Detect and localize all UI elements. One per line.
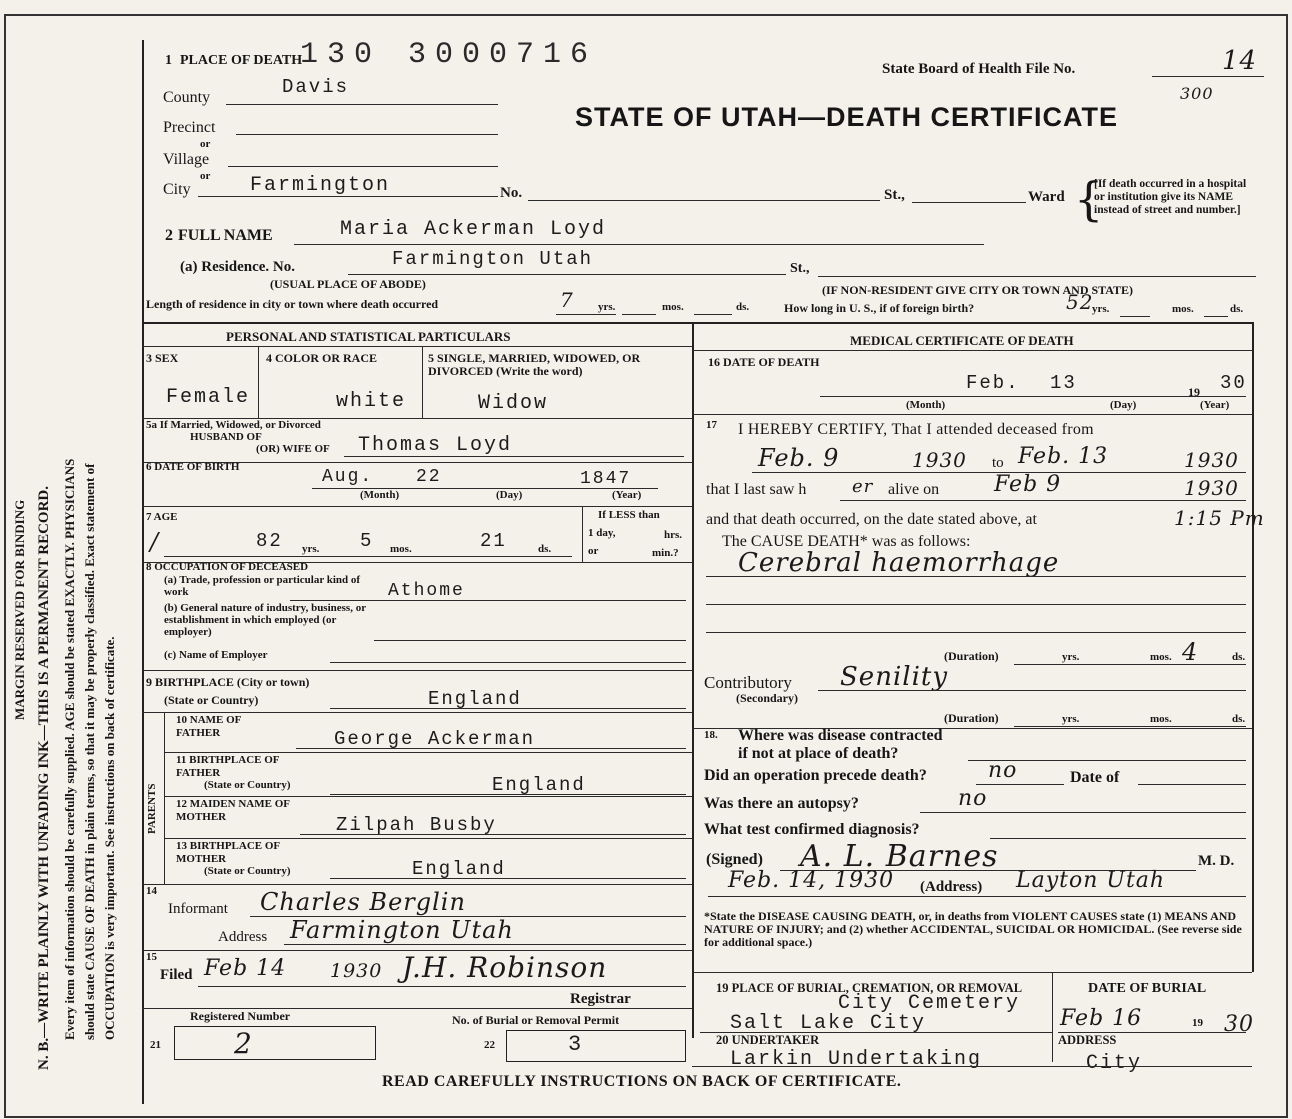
- death-day: 13: [1050, 372, 1077, 394]
- margin-binding-note: MARGIN RESERVED FOR BINDING: [12, 499, 27, 720]
- contributory-cause: Senility: [840, 662, 949, 692]
- undertaker-address-label: ADDRESS: [1058, 1033, 1117, 1047]
- death-year: 30: [1220, 372, 1247, 394]
- marital-label: 5 SINGLE, MARRIED, WIDOWED, OR DIVORCED (Write the word): [428, 351, 641, 378]
- spouse-label-1: 5a If Married, Widowed, or Divorced: [146, 419, 321, 431]
- q18-num: 18.: [704, 729, 718, 741]
- father-row-rule: [164, 752, 692, 753]
- informant-signature: Charles Berglin: [260, 888, 466, 916]
- file-number-label: State Board of Health File No.: [882, 61, 1076, 77]
- file-number-line: [1152, 76, 1264, 77]
- informant-label: Informant: [168, 901, 228, 917]
- filed-year: 1930: [330, 960, 383, 982]
- place-label: PLACE OF DEATH: [180, 53, 303, 68]
- test-question: What test confirmed diagnosis?: [704, 821, 920, 838]
- less-one-day-label: 1 day,: [588, 527, 616, 539]
- death-time: 1:15 Pm: [1174, 506, 1265, 530]
- place-num: 1: [165, 53, 172, 68]
- name-num: 2: [165, 227, 173, 244]
- last-saw-pronoun: er: [852, 476, 874, 497]
- village-line: [228, 166, 498, 167]
- death-date-line: [820, 396, 1246, 397]
- less-or-label: or: [588, 545, 599, 557]
- cause-footnote: *State the DISEASE CAUSING DEATH, or, in deaths from VIOLENT CAUSES state (1) MEANS AND NATURE OF INJURY; and (2) whether ACCIDENTAL, SUICIDAL OR HOMICIDAL. (See reverse side for additional space.): [704, 909, 1242, 949]
- or-1: or: [200, 138, 211, 150]
- birthplace-sub-label: (State or Country): [164, 693, 259, 707]
- burial-permit-label: No. of Burial or Removal Permit: [452, 1013, 620, 1027]
- informant-address-label: Address: [218, 929, 268, 945]
- spouse-label-2: HUSBAND OF: [190, 431, 262, 443]
- mother-bp-sub: (State or Country): [204, 865, 291, 877]
- center-divider: [692, 322, 694, 1038]
- residence-length-line: [556, 314, 616, 315]
- length-ds-line: [694, 314, 732, 315]
- city-label: City: [163, 181, 191, 198]
- name-label: FULL NAME: [178, 227, 273, 244]
- birthplace-label: 9 BIRTHPLACE (City or town): [146, 675, 310, 689]
- birthplace-line: [330, 708, 686, 709]
- duration-line: [1014, 664, 1246, 665]
- duration2-yrs-unit: yrs.: [1062, 713, 1080, 725]
- length-mos-line: [622, 314, 656, 315]
- undertaker: Larkin Undertaking: [730, 1048, 983, 1071]
- dob-day-label: (Day): [496, 489, 523, 501]
- signed-date: Feb. 14, 1930: [728, 868, 895, 893]
- burial-year: 30: [1224, 1012, 1254, 1037]
- precinct-label: Precinct: [163, 119, 216, 136]
- occupation-value: Athome: [388, 581, 465, 601]
- death-occurred-text: and that death occurred, on the date stated above, at: [706, 511, 1037, 528]
- dob-month: Aug.: [322, 467, 374, 487]
- burial-bottom-rule: [692, 1066, 1252, 1067]
- operation-date-label: Date of: [1070, 769, 1120, 786]
- length-mos-unit: mos.: [662, 301, 684, 313]
- death-month-label: (Month): [906, 399, 946, 411]
- personal-heading-rule: [142, 346, 692, 347]
- filed-num: 15: [146, 951, 157, 963]
- us-mos-unit: mos.: [1172, 303, 1194, 315]
- burial-permit-prefix: 22: [484, 1039, 495, 1051]
- or-2: or: [200, 170, 211, 182]
- attended-to-date: Feb. 13: [1018, 444, 1109, 469]
- file-number: 14: [1222, 46, 1258, 76]
- age-years: 82: [256, 530, 283, 552]
- duration-ds-unit: ds.: [1232, 651, 1246, 663]
- less-hrs-unit: hrs.: [664, 529, 683, 541]
- file-number-secondary: 300: [1180, 84, 1214, 103]
- occupation-row-rule: [142, 670, 692, 671]
- burial-place-city: Salt Lake City: [730, 1012, 927, 1035]
- hospital-note: [If death occurred in a hospital or institution give its NAME instead of street and number.]: [1094, 178, 1247, 216]
- undertaker-address: City: [1086, 1052, 1143, 1075]
- attended-from-date: Feb. 9: [758, 444, 840, 472]
- last-saw-year: 1930: [1184, 476, 1239, 500]
- us-yrs-unit: yrs.: [1092, 303, 1110, 315]
- operation-question: Did an operation precede death?: [704, 767, 927, 784]
- residence-value: Farmington Utah: [392, 248, 594, 270]
- age-months: 5: [360, 530, 374, 552]
- duration-months: 4: [1182, 638, 1199, 666]
- sex-color-divider: [258, 346, 259, 418]
- city-value: Farmington: [250, 174, 391, 197]
- registrar-label: Registrar: [570, 991, 631, 1007]
- registered-number-prefix: 21: [150, 1039, 161, 1051]
- medical-heading: MEDICAL CERTIFICATE OF DEATH: [850, 333, 1074, 348]
- duration2-ds-unit: ds.: [1232, 713, 1246, 725]
- death-date-label: 16 DATE OF DEATH: [708, 355, 820, 369]
- residence-length-yrs: 7: [560, 288, 574, 312]
- marital-value: Widow: [478, 392, 549, 415]
- cause-line-3: [706, 632, 1246, 633]
- dob-year-label: (Year): [612, 489, 642, 501]
- street-line: [912, 202, 1026, 203]
- residence-st-label: St.,: [790, 261, 810, 276]
- certificate-stamp-number: 130 3000716: [300, 38, 598, 72]
- us-ds-unit: ds.: [1230, 303, 1244, 315]
- death-month: Feb.: [966, 372, 1020, 394]
- precinct-line: [236, 134, 498, 135]
- body-top-rule: [142, 322, 1252, 324]
- age-label: 7 AGE: [146, 511, 178, 523]
- father-bp-label: 11 BIRTHPLACE OF FATHER: [176, 754, 280, 779]
- occupation-label: 8 OCCUPATION OF DECEASED: [146, 561, 309, 573]
- filed-line: [198, 986, 686, 987]
- death-day-label: (Day): [1110, 399, 1137, 411]
- physician-address: Layton Utah: [1016, 868, 1166, 893]
- age-days: 21: [480, 530, 507, 552]
- autopsy-question: Was there an autopsy?: [704, 795, 859, 812]
- margin-ink-note: N. B.—WRITE PLAINLY WITH UNFADING INK—THIS IS A PERMANENT RECORD.: [36, 486, 52, 1070]
- attended-to-year: 1930: [1184, 448, 1239, 472]
- street-no-label: No.: [500, 185, 523, 201]
- right-edge-rule: [1252, 322, 1254, 972]
- occupation-b-label: (b) General nature of industry, business, or establishment in which employed (or employer): [164, 602, 366, 638]
- q18-place: if not at place of death?: [738, 745, 899, 762]
- registered-number-label: Registered Number: [190, 1009, 291, 1023]
- autopsy-answer: no: [958, 786, 988, 811]
- certify-num: 17: [706, 419, 717, 431]
- last-saw-line: [840, 500, 1246, 501]
- father-label: 10 NAME OF FATHER: [176, 714, 241, 739]
- sex-label: 3 SEX: [146, 351, 179, 365]
- mother-line: [300, 834, 686, 835]
- burial-year-prefix: 19: [1192, 1017, 1203, 1029]
- registered-number-box: [174, 1026, 376, 1060]
- dob-month-label: (Month): [360, 489, 400, 501]
- length-yrs-unit: yrs.: [598, 301, 616, 313]
- burial-date-divider: [1052, 972, 1053, 1062]
- attended-from-year: 1930: [912, 448, 967, 472]
- mother-row-rule: [164, 838, 692, 839]
- parents-bottom-rule: [142, 884, 692, 885]
- employer-label: (c) Name of Employer: [164, 649, 268, 661]
- duration-label: (Duration): [944, 649, 999, 663]
- age-less-divider: [582, 506, 583, 562]
- physician-address-line: [708, 896, 1246, 897]
- dob-year: 1847: [580, 469, 632, 489]
- father-bp-sub: (State or Country): [204, 779, 291, 791]
- occupation-line: [290, 600, 686, 601]
- occupation-a-label: (a) Trade, profession or particular kind of work: [164, 574, 361, 598]
- length-ds-unit: ds.: [736, 301, 750, 313]
- secondary-label: (Secondary): [736, 691, 798, 705]
- less-min-unit: min.?: [652, 547, 679, 559]
- certificate-title: STATE OF UTAH—DEATH CERTIFICATE: [575, 102, 1118, 132]
- informant-address: Farmington Utah: [290, 916, 514, 944]
- contributory-label: Contributory: [704, 673, 792, 692]
- duration2-mos-unit: mos.: [1150, 713, 1172, 725]
- ward-label: Ward: [1028, 189, 1065, 205]
- spouse-value: Thomas Loyd: [358, 434, 513, 457]
- full-name: Maria Ackerman Loyd: [340, 218, 607, 241]
- duration-mos-unit: mos.: [1150, 651, 1172, 663]
- test-line: [990, 838, 1246, 839]
- cause-label: The CAUSE DEATH* was as follows:: [722, 533, 971, 550]
- father-line: [296, 748, 686, 749]
- ward-brace: {: [1074, 172, 1104, 226]
- us-length-label: How long in U. S., if of foreign birth?: [784, 301, 975, 315]
- operation-date-line: [1138, 784, 1246, 785]
- contributory-line: [818, 690, 1246, 691]
- residence-length-label: Length of residence in city or town where death occurred: [146, 297, 439, 311]
- residence-st-line: [818, 276, 1256, 277]
- residence-line: [348, 274, 786, 275]
- age-days-unit: ds.: [538, 543, 552, 555]
- burial-place: City Cemetery: [838, 992, 1021, 1015]
- physician-signature: A. L. Barnes: [800, 839, 999, 874]
- dob-row-rule: [142, 506, 692, 507]
- us-mos-line: [1120, 316, 1150, 317]
- physician-address-label: (Address): [920, 879, 983, 895]
- usual-abode-label: (USUAL PLACE OF ABODE): [270, 277, 426, 291]
- filed-label: Filed: [160, 967, 193, 983]
- informant-address-line: [284, 944, 686, 945]
- informant-num: 14: [146, 885, 157, 897]
- burial-date-label: DATE OF BURIAL: [1088, 981, 1207, 996]
- age-check-mark: /: [150, 528, 160, 556]
- father-bp-row-rule: [164, 796, 692, 797]
- medical-heading-rule: [692, 350, 1252, 351]
- birthplace-value: England: [428, 688, 522, 710]
- dob-label: 6 DATE OF BIRTH: [146, 461, 240, 473]
- margin-instructions-1: Every item of information should be carefully supplied. AGE should be stated EXACTLY. PHYSICIANS: [62, 458, 77, 1040]
- mother-label: 12 MAIDEN NAME OF MOTHER: [176, 798, 290, 823]
- death-year-label: (Year): [1200, 399, 1230, 411]
- county-label: County: [163, 89, 211, 106]
- mother-bp-label: 13 BIRTHPLACE OF MOTHER: [176, 840, 280, 865]
- nonresident-label: (IF NON-RESIDENT GIVE CITY OR TOWN AND STATE): [822, 283, 1134, 297]
- father-bp-value: England: [492, 774, 586, 796]
- filed-date: Feb 14: [204, 956, 287, 981]
- spouse-label-3: (OR) WIFE OF: [256, 443, 330, 455]
- registrar-signature: J.H. Robinson: [402, 951, 608, 984]
- us-ds-line: [1204, 316, 1228, 317]
- registered-number: 2: [234, 1027, 253, 1060]
- last-saw-post: alive on: [888, 481, 940, 498]
- signed-label: (Signed): [706, 851, 763, 868]
- personal-heading: PERSONAL AND STATISTICAL PARTICULARS: [226, 329, 511, 344]
- mother-bp-line: [330, 878, 686, 879]
- color-label: 4 COLOR OR RACE: [266, 351, 378, 365]
- burial-permit-number: 3: [568, 1032, 584, 1057]
- burial-date: Feb 16: [1060, 1006, 1143, 1031]
- last-saw-date: Feb 9: [994, 472, 1062, 497]
- attended-to-label: to: [992, 455, 1004, 471]
- footnote-row-rule: [692, 972, 1252, 973]
- name-line: [294, 244, 984, 245]
- occupation-b-line: [374, 640, 686, 641]
- certify-text: I HEREBY CERTIFY, That I attended deceased from: [738, 421, 1094, 438]
- duration2-label: (Duration): [944, 711, 999, 725]
- mother-value: Zilpah Busby: [336, 814, 497, 836]
- mother-bp-value: England: [412, 858, 506, 880]
- father-value: George Ackerman: [334, 728, 536, 750]
- undertaker-label: 20 UNDERTAKER: [716, 1033, 820, 1047]
- birthplace-row-rule: [142, 712, 692, 713]
- death-date-row-rule: [692, 414, 1252, 415]
- county-value: Davis: [282, 76, 350, 98]
- operation-answer: no: [988, 758, 1018, 783]
- margin-instructions-2: should state CAUSE OF DEATH in plain terms, so that it may be properly classified. Exact statement of: [82, 463, 97, 1040]
- residence-label: (a) Residence. No.: [180, 259, 295, 275]
- death-year-prefix: 19: [1188, 385, 1200, 399]
- street-label: St.,: [884, 187, 905, 203]
- duration-yrs-unit: yrs.: [1062, 651, 1080, 663]
- age-line: [164, 556, 572, 557]
- age-years-unit: yrs.: [302, 543, 320, 555]
- md-label: M. D.: [1198, 853, 1235, 869]
- color-marital-divider: [422, 346, 423, 418]
- us-length-yrs: 52: [1066, 290, 1094, 314]
- age-months-unit: mos.: [390, 543, 412, 555]
- father-bp-line: [330, 794, 686, 795]
- cause-of-death: Cerebral haemorrhage: [738, 548, 1060, 578]
- employer-line: [330, 662, 686, 663]
- last-saw-pre: that I last saw h: [706, 481, 807, 498]
- dob-day: 22: [416, 467, 442, 487]
- duration2-line: [1014, 726, 1246, 727]
- color-value: white: [336, 390, 407, 413]
- cause-line-2: [706, 604, 1246, 605]
- parents-side-divider: [164, 712, 165, 884]
- binding-margin-rule: [142, 40, 144, 1104]
- footer-instructions: READ CAREFULLY INSTRUCTIONS ON BACK OF CERTIFICATE.: [382, 1073, 902, 1090]
- village-label: Village: [163, 151, 210, 168]
- county-line: [226, 104, 498, 105]
- autopsy-line: [920, 812, 1246, 813]
- sex-value: Female: [166, 386, 251, 409]
- margin-instructions-3: OCCUPATION is very important. See instructions on back of certificate.: [102, 636, 117, 1040]
- burial-permit-box: [506, 1030, 686, 1062]
- burial-place-label: 19 PLACE OF BURIAL, CREMATION, OR REMOVAL: [716, 981, 1023, 995]
- street-no-line: [528, 200, 880, 201]
- parents-side-label: PARENTS: [146, 783, 158, 834]
- operation-line: [976, 784, 1064, 785]
- q18-where: Where was disease contracted: [738, 727, 943, 744]
- less-than-label: If LESS than: [598, 509, 660, 521]
- cause-line-1: [706, 576, 1246, 577]
